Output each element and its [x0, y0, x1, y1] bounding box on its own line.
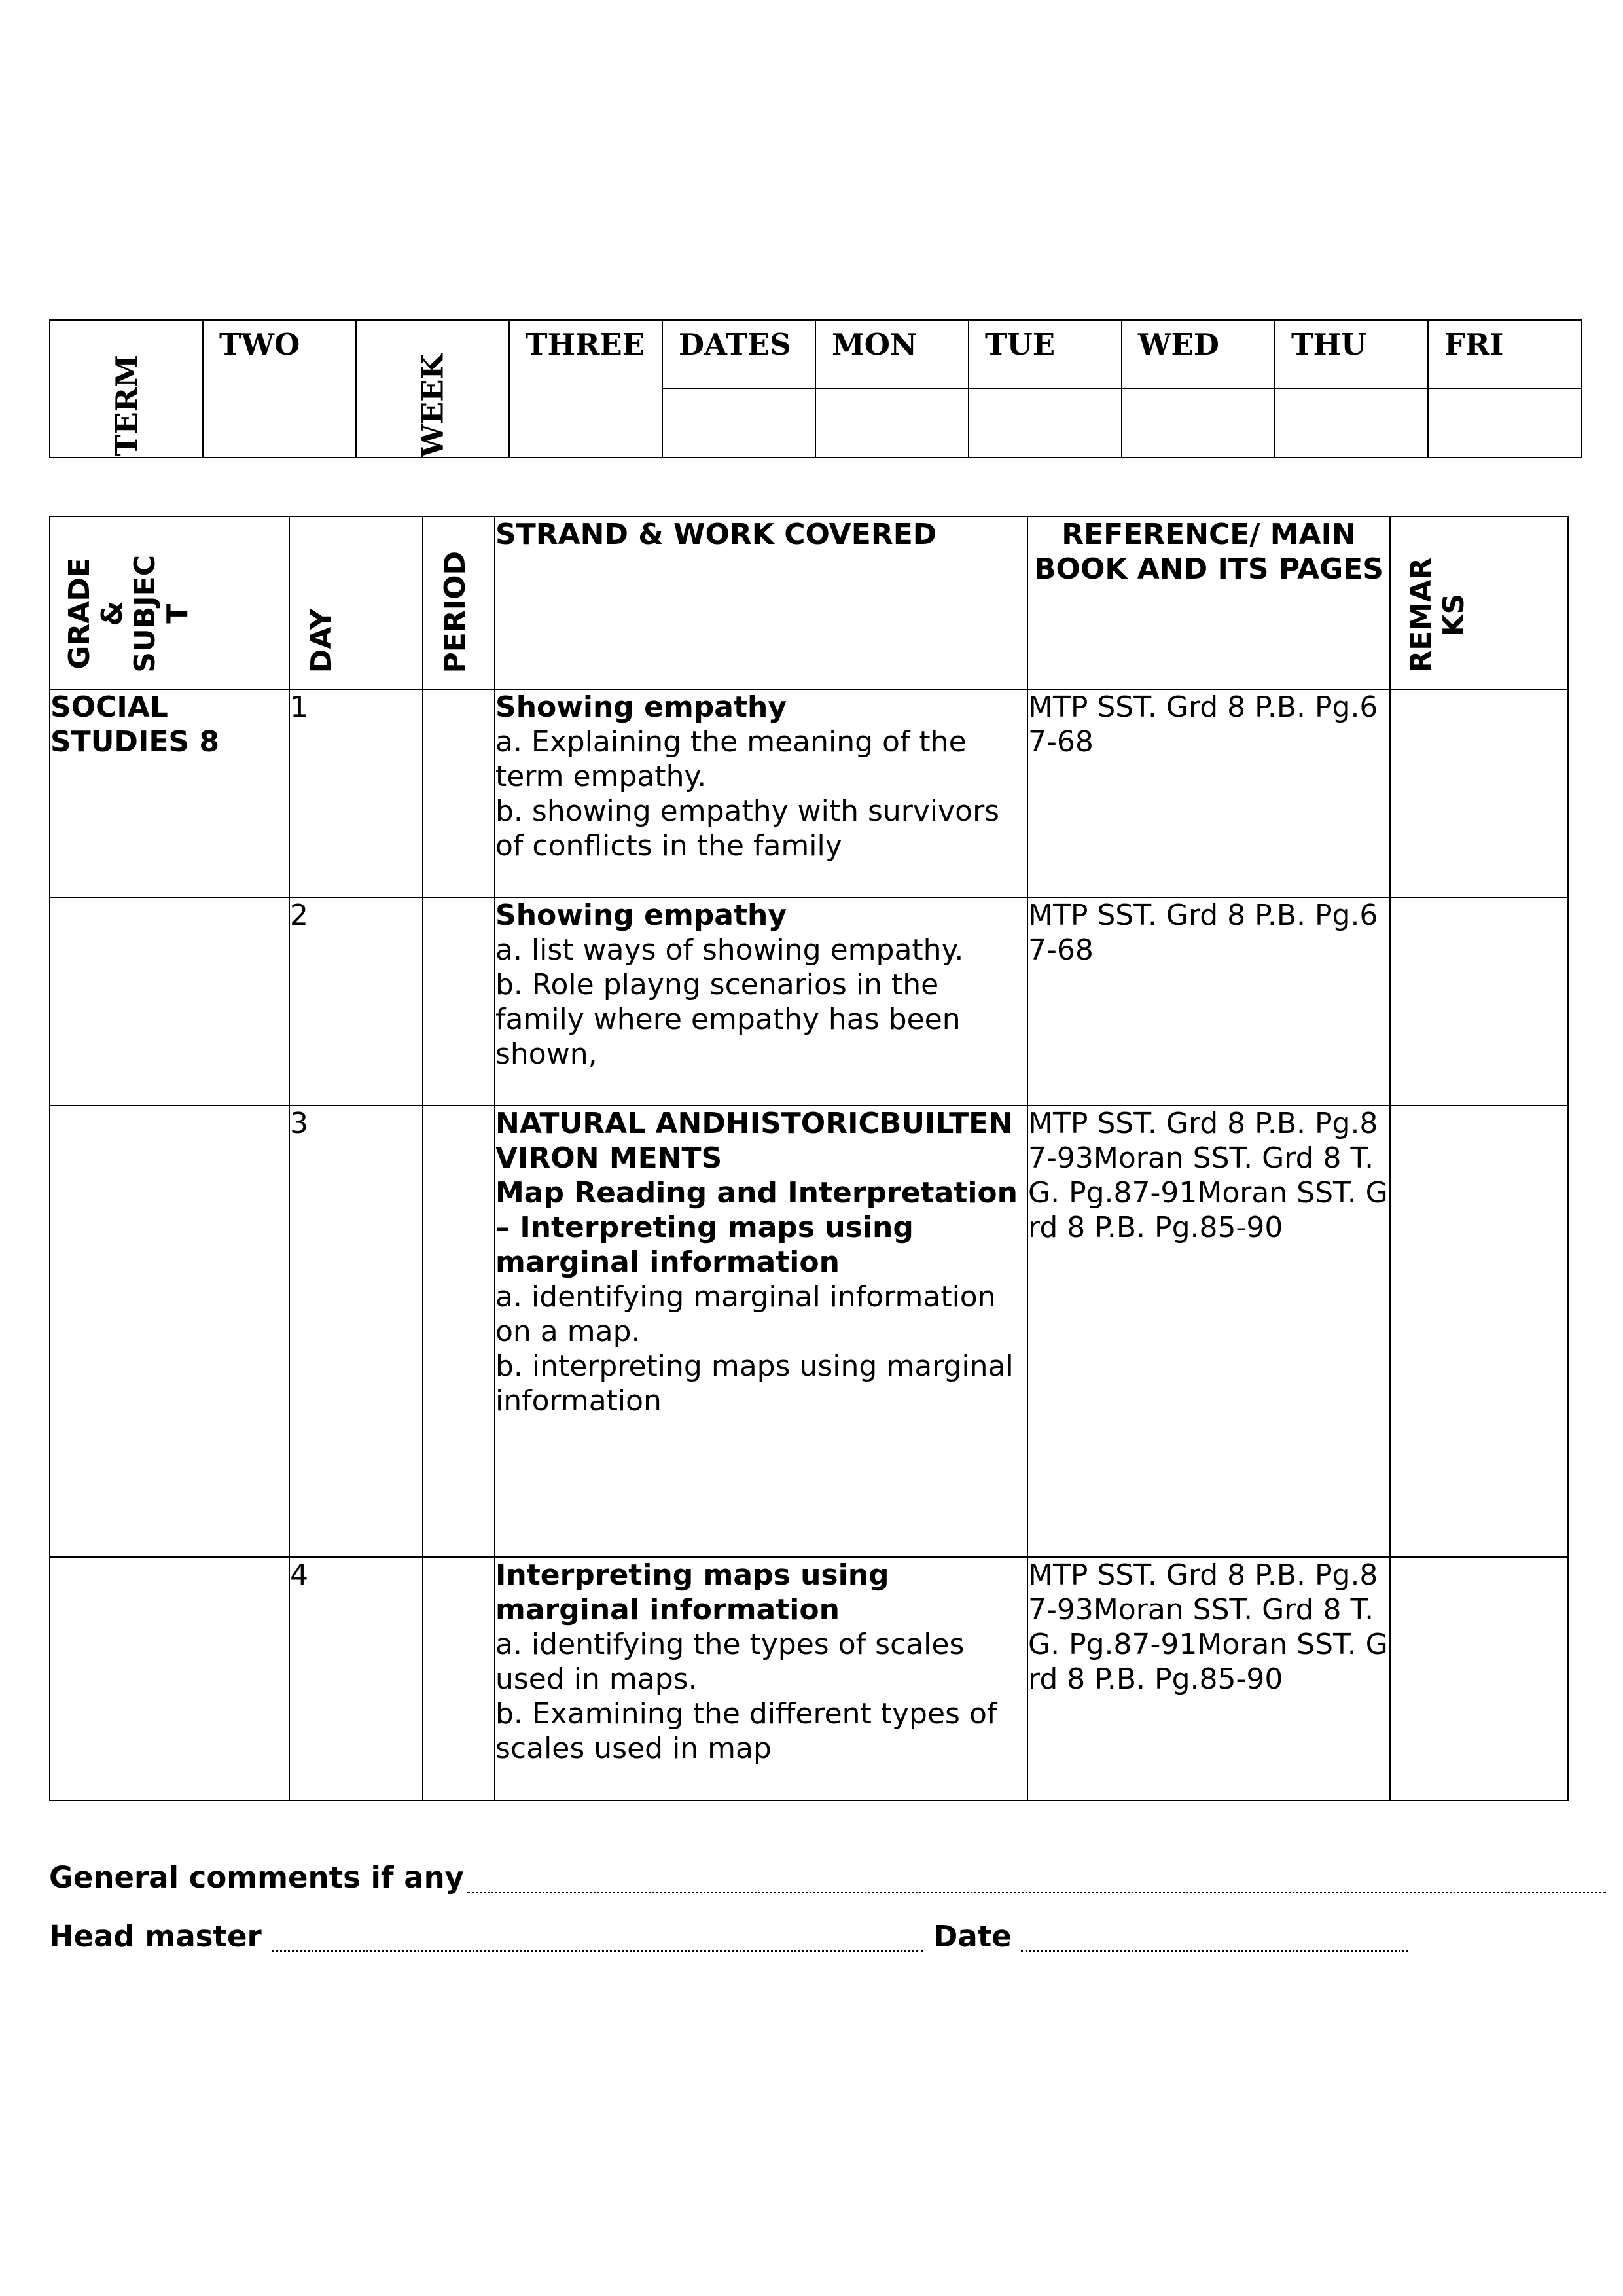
week-label-cell [356, 320, 509, 457]
date-cell-fri[interactable] [1428, 389, 1582, 457]
reference-cell: MTP SST. Grd 8 P.B. Pg.87-93Moran SST. Grd 8 T.G. Pg.87-91Moran SST. Grd 8 P.B. Pg.85-90 [1027, 1557, 1390, 1801]
work-line: a. identifying the types of scales used in maps. [495, 1628, 965, 1696]
work-line: b. interpreting maps using marginal information [495, 1350, 1014, 1418]
day-header-fri: FRI [1428, 320, 1582, 389]
date-line[interactable] [1021, 1950, 1408, 1952]
day-cell: 1 [289, 689, 423, 897]
date-cell-wed[interactable] [1122, 389, 1275, 457]
reference-cell: MTP SST. Grd 8 P.B. Pg.87-93Moran SST. Grd 8 T.G. Pg.87-91Moran SST. Grd 8 P.B. Pg.85-90 [1027, 1105, 1390, 1557]
period-cell[interactable] [423, 1557, 495, 1801]
work-line: b. Role playng scenarios in the family where empathy has been shown, [495, 968, 961, 1071]
work-line: a. identifying marginal information on a map. [495, 1280, 996, 1348]
scheme-table [49, 516, 1569, 1801]
col-day [289, 516, 423, 689]
work-line: b. showing empathy with survivors of conflicts in the family [495, 795, 1000, 863]
date-label: Date [933, 1919, 1012, 1954]
subject-cell [50, 1557, 289, 1801]
headmaster-signature-line[interactable] [272, 1950, 923, 1952]
reference-cell: MTP SST. Grd 8 P.B. Pg.67-68 [1027, 897, 1390, 1105]
headmaster-label: Head master [49, 1919, 262, 1954]
strand-title: Showing empathy [495, 899, 787, 932]
period-cell[interactable] [423, 689, 495, 897]
day-header-wed: WED [1122, 320, 1275, 389]
subject-name: SOCIAL STUDIES 8 [50, 691, 220, 759]
day-cell: 2 [289, 897, 423, 1105]
work-covered-cell [495, 897, 1027, 1105]
date-cell-tue[interactable] [969, 389, 1122, 457]
table-row [50, 1105, 1568, 1557]
grade-subject-heading: GRADE & SUBJEC T [63, 555, 194, 673]
term-label-cell [50, 320, 203, 457]
work-covered-cell [495, 1557, 1027, 1801]
remarks-cell[interactable] [1390, 689, 1568, 897]
strand-title: NATURAL ANDHISTORICBUILTENVIRON MENTS [495, 1107, 1013, 1175]
strand-title: Showing empathy [495, 691, 787, 724]
table-row [50, 1557, 1568, 1801]
work-covered-cell [495, 1105, 1027, 1557]
period-cell[interactable] [423, 897, 495, 1105]
table-row [50, 897, 1568, 1105]
term-value: TWO [203, 320, 356, 457]
dates-label: DATES [662, 320, 815, 389]
term-week-table [49, 319, 1582, 458]
subject-cell [50, 689, 289, 897]
period-cell[interactable] [423, 1105, 495, 1557]
table-header-row [50, 516, 1568, 689]
remarks-cell[interactable] [1390, 897, 1568, 1105]
day-header-tue: TUE [969, 320, 1122, 389]
week-label: WEEK [415, 353, 450, 457]
col-grade-subject [50, 516, 289, 689]
subject-cell [50, 1105, 289, 1557]
remarks-cell[interactable] [1390, 1105, 1568, 1557]
col-period [423, 516, 495, 689]
period-heading: PERIOD [438, 550, 472, 673]
general-comments-label: General comments if any [49, 1860, 464, 1895]
sub-strand-title: Map Reading and Interpretation – Interpreting maps using marginal information [495, 1176, 1018, 1279]
day-cell: 4 [289, 1557, 423, 1801]
strand-title: Interpreting maps using marginal information [495, 1558, 889, 1626]
remarks-heading: REMAR KS [1404, 558, 1471, 673]
subject-cell [50, 897, 289, 1105]
week-value: THREE [509, 320, 662, 457]
table-row [50, 689, 1568, 897]
strand-heading: STRAND & WORK COVERED [495, 516, 1027, 689]
work-line: a. list ways of showing empathy. [495, 933, 964, 967]
remarks-cell[interactable] [1390, 1557, 1568, 1801]
day-header-thu: THU [1275, 320, 1428, 389]
general-comments-line[interactable] [467, 1892, 1606, 1893]
reference-heading: REFERENCE/ MAIN BOOK AND ITS PAGES [1027, 516, 1390, 689]
dates-cell[interactable] [662, 389, 815, 457]
term-label: TERM [109, 355, 144, 456]
work-line: a. Explaining the meaning of the term empathy. [495, 725, 967, 793]
date-cell-mon[interactable] [815, 389, 969, 457]
date-cell-thu[interactable] [1275, 389, 1428, 457]
work-covered-cell [495, 689, 1027, 897]
day-cell: 3 [289, 1105, 423, 1557]
day-heading: DAY [305, 608, 338, 673]
col-remarks [1390, 516, 1568, 689]
work-line: b. Examining the different types of scales used in map [495, 1697, 997, 1765]
day-header-mon: MON [815, 320, 969, 389]
reference-cell: MTP SST. Grd 8 P.B. Pg.67-68 [1027, 689, 1390, 897]
